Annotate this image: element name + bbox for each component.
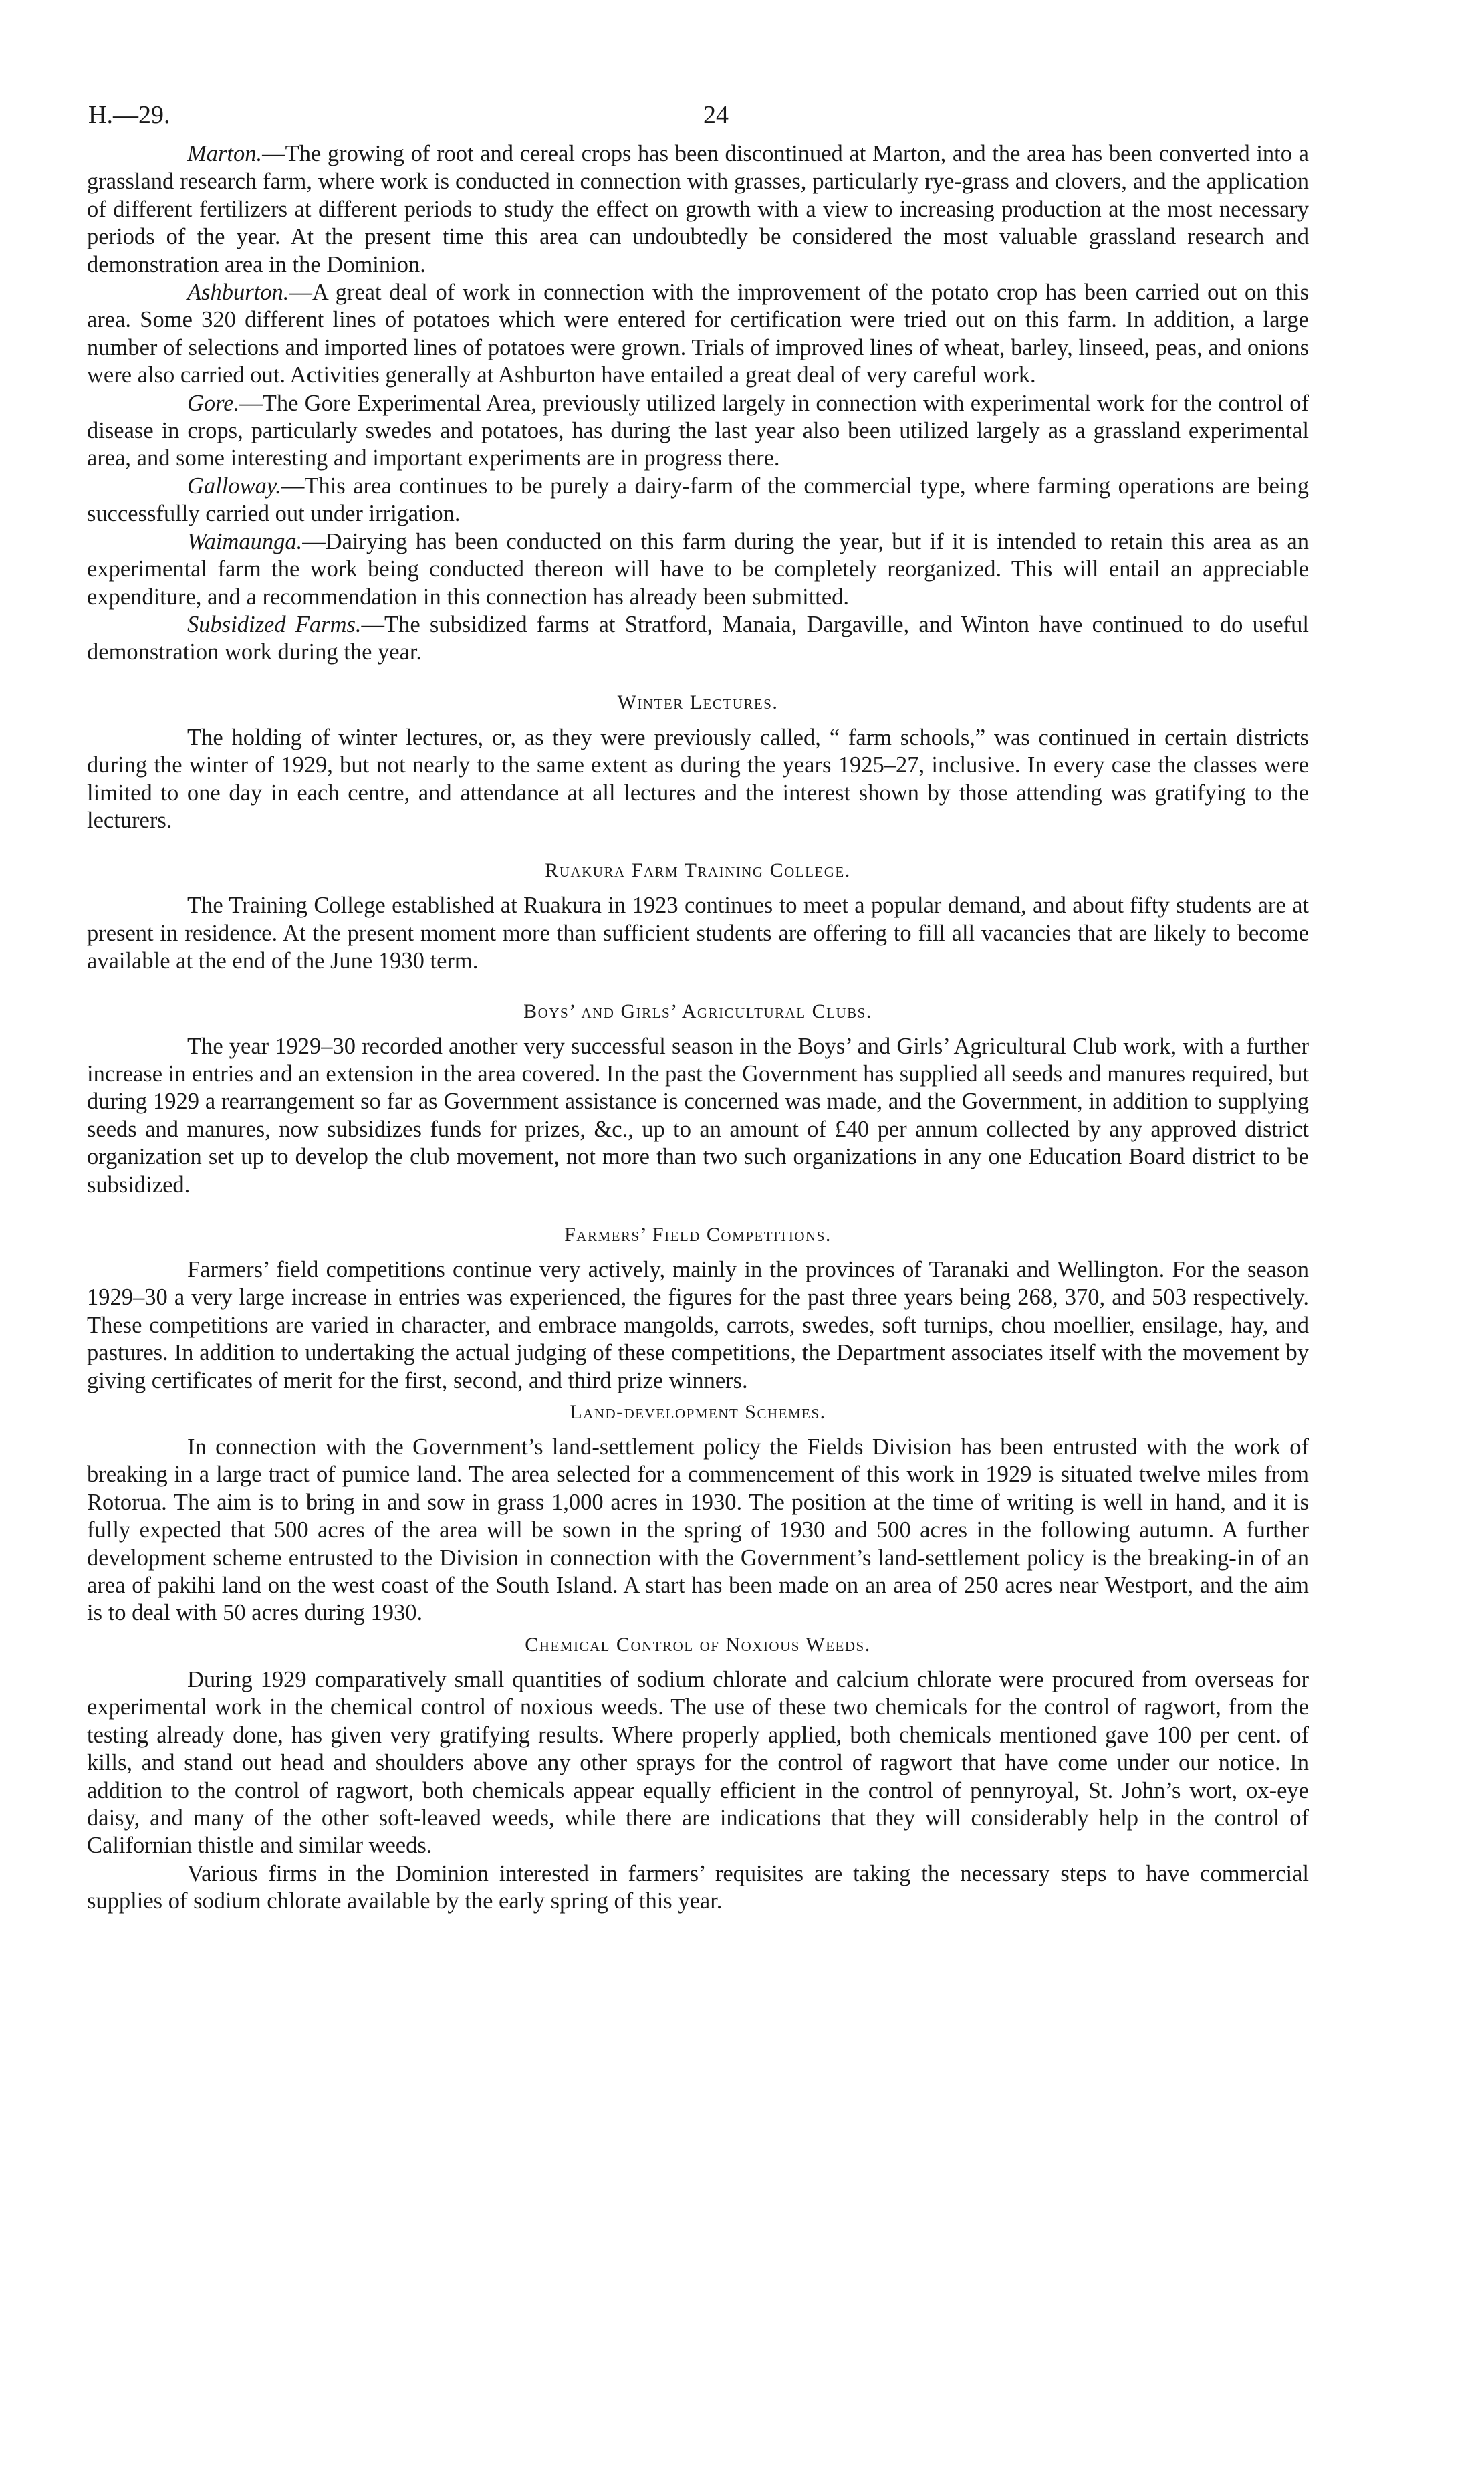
paragraph-field-competitions: Farmers’ field competitions continue very actively, mainly in the provinces of Taranaki and Wellington. For the season 1929–30 a very large increase in entries was experienced, the figures for the past three years being 268, 370, and 503 respectively. These competitions are varied in character, and embrace mangolds, carrots, swedes, soft turnips, chou moellier, ensilage, hay, and pastures. In addition to undertaking the actual judging of these competitions, the Department associates itself with the movement by giving certificates of merit for the first, second, and third prize winners. [87, 1257, 1309, 1393]
paragraph-galloway [87, 473, 1309, 528]
section-heading-field-competitions: Farmers’ Field Competitions. [564, 1224, 832, 1246]
paragraph-text: —Dairying has been conducted on this farm during the year, but if it is intended to retain this area as an experimental farm the work being conducted thereon will have to be completely reorganized. This will entail an appreciable expenditure, and a recommendation in this connection has already been submitted. [87, 528, 1309, 610]
paragraph-chemical-control: During 1929 comparatively small quantities of sodium chlorate and calcium chlorate were procured from overseas for experimental work in the chemical control of noxious weeds. The use of these two chemicals for the control of ragwort, from the testing already done, has given very gratifying results. Where properly applied, both chemicals mentioned gave 100 per cent. of kills, and stand out head and shoulders above any other sprays for the control of ragwort that have come under our notice. In addition to the control of ragwort, both chemicals appear equally efficient in the control of pennyroyal, St. John’s wort, ox-eye daisy, and many of the other soft-leaved weeds, while there are indications that they will considerably help in the control of Californian thistle and similar weeds. [87, 1666, 1309, 1859]
page-number: 24 [703, 101, 729, 129]
section-heading-winter-lectures: Winter Lectures. [617, 691, 779, 713]
paragraph-text: —The subsidized farms at Stratford, Manaia, Dargaville, and Winton have continued to do useful demonstration work during the year. [87, 611, 1309, 665]
paragraph-lead: Marton. [187, 141, 263, 166]
section-heading-ruakura: Ruakura Farm Training College. [545, 859, 851, 882]
paragraph-ashburton [87, 279, 1309, 390]
paragraph-gore [87, 390, 1309, 473]
paragraph-sodium-chlorate-supply: Various firms in the Dominion interested in farmers’ requisites are taking the necessary steps to have commercial supplies of sodium chlorate available by the early spring of this year. [87, 1860, 1309, 1914]
paragraph-text: —This area continues to be purely a dairy-farm of the commercial type, where farming operations are being successfully carried out under irrigation. [87, 473, 1309, 527]
page-header [87, 100, 1309, 140]
paragraph-waimaunga [87, 528, 1309, 611]
paragraph-text: —The Gore Experimental Area, previously utilized largely in connection with experimental work for the control of disease in crops, particularly swedes and potatoes, has during the last year also been utilized largely as a grassland experimental area, and some interesting and important experiments are in progress there. [87, 390, 1309, 471]
paragraph-lead: Subsidized Farms. [187, 611, 362, 637]
paragraph-text: —A great deal of work in connection with the improvement of the potato crop has been carried out on this area. Some 320 different lines of potatoes which were entered for certification were tried out on this farm. In addition, a large number of selections and imported lines of potatoes were grown. Trials of improved lines of wheat, barley, linseed, peas, and onions were also carried out. Activities generally at Ashburton have entailed a great deal of very careful work. [87, 279, 1309, 388]
paragraph-subsidized-farms [87, 611, 1309, 667]
document-page [87, 100, 1309, 1916]
paragraph-lead: Gore. [187, 390, 240, 416]
paragraph-marton [87, 140, 1309, 279]
section-heading-land-development: Land-development Schemes. [570, 1401, 826, 1424]
document-body [87, 140, 1309, 1916]
section-heading-chemical-control: Chemical Control of Noxious Weeds. [525, 1633, 871, 1656]
paragraph-agricultural-clubs: The year 1929–30 recorded another very successful season in the Boys’ and Girls’ Agricultural Club work, with a further increase in entries and an extension in the area covered. In the past the Government has supplied all seeds and manures required, but during 1929 a rearrangement so far as Government assistance is concerned was made, and the Government, in addition to supplying seeds and manures, now subsidizes funds for prizes, &c., up to an amount of £40 per annum collected by any approved district organization set up to develop the club movement, not more than two such organizations in any one Education Board district to be subsidized. [87, 1033, 1309, 1198]
document-reference: H.—29. [88, 101, 170, 129]
paragraph-lead: Waimaunga. [187, 528, 303, 554]
paragraph-text: —The growing of root and cereal crops has been discontinued at Marton, and the area has been converted into a grassland research farm, where work is conducted in connection with grasses, particularly rye-grass and clovers, and the application of different fertilizers at different periods to study the effect on growth with a view to increasing production at the most necessary periods of the year. At the present time this area can undoubtedly be considered the most valuable grassland research and demonstration area in the Dominion. [87, 141, 1309, 277]
paragraph-lead: Galloway. [187, 473, 281, 499]
paragraph-lead: Ashburton. [187, 279, 289, 306]
paragraph-land-development: In connection with the Government’s land-settlement policy the Fields Division has been entrusted with the work of breaking in a large tract of pumice land. The area selected for a commencement of this work in 1929 is situated twelve miles from Rotorua. The aim is to bring in and sow in grass 1,000 acres in 1930. The position at the time of writing is well in hand, and it is fully expected that 500 acres of the area will be sown in the spring of 1930 and 500 acres in the following autumn. A further development scheme entrusted to the Division in connection with the Government’s land-settlement policy is the breaking-in of an area of pakihi land on the west coast of the South Island. A start has been made on an area of 250 acres near Westport, and the aim is to deal with 50 acres during 1930. [87, 1434, 1309, 1626]
paragraph-ruakura: The Training College established at Ruakura in 1923 continues to meet a popular demand, and about fifty students are at present in residence. At the present moment more than sufficient students are offering to fill all vacancies that are likely to become available at the end of the June 1930 term. [87, 893, 1309, 974]
paragraph-winter-lectures: The holding of winter lectures, or, as they were previously called, “ farm schools,” was continued in certain districts during the winter of 1929, but not nearly to the same extent as during the years 1925–27, inclusive. In every case the classes were limited to one day in each centre, and attendance at all lectures and the interest shown by those attending was gratifying to the lecturers. [87, 724, 1309, 833]
section-heading-agricultural-clubs: Boys’ and Girls’ Agricultural Clubs. [523, 1000, 872, 1022]
